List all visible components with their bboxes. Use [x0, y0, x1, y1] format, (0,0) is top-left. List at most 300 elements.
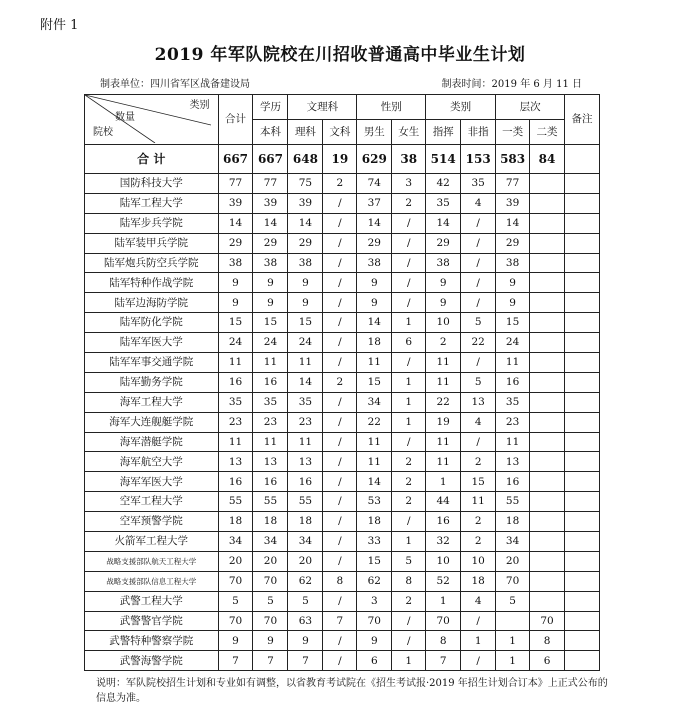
cell-science: 29: [288, 233, 323, 253]
cell-tier2: [530, 571, 565, 591]
cell-total: 15: [218, 313, 253, 333]
cell-male: 9: [357, 273, 392, 293]
cell-male: 11: [357, 353, 392, 373]
cell-male: 629: [357, 145, 392, 174]
cell-female: 1: [392, 313, 426, 333]
cell-remark: [565, 293, 600, 313]
cell-undergrad: 667: [253, 145, 288, 174]
cell-science: 9: [288, 631, 323, 651]
cell-female: /: [392, 512, 426, 532]
cell-total: 35: [218, 392, 253, 412]
cell-science: 15: [288, 313, 323, 333]
footnote: 说明：军队院校招生计划和专业如有调整，以省教育考试院在《招生考试报·2019 年招生计划合订本》上正式公布的信息为准。: [96, 678, 608, 704]
cell-command: 9: [426, 293, 461, 313]
cell-remark: [565, 512, 600, 532]
cell-arts: /: [323, 333, 357, 353]
cell-female: 3: [392, 174, 426, 194]
school-name: 陆军军事交通学院: [85, 353, 219, 373]
school-name: 海军军医大学: [85, 472, 219, 492]
cell-tier2: [530, 512, 565, 532]
school-name: 海军航空大学: [85, 452, 219, 472]
table-row: [85, 333, 600, 353]
cell-remark: [565, 631, 600, 651]
cell-male: 11: [357, 452, 392, 472]
cell-science: 39: [288, 193, 323, 213]
cell-tier2: [530, 432, 565, 452]
cell-tier2: [530, 313, 565, 333]
cell-female: 2: [392, 452, 426, 472]
cell-noncommand: 22: [461, 333, 496, 353]
cell-tier1: [496, 611, 530, 631]
cell-arts: 8: [323, 571, 357, 591]
school-name: 武警工程大学: [85, 591, 219, 611]
cell-remark: [565, 551, 600, 571]
enrollment-plan-table: [84, 94, 600, 671]
cell-female: /: [392, 353, 426, 373]
cell-science: 62: [288, 571, 323, 591]
school-name: 陆军边海防学院: [85, 293, 219, 313]
attachment-label: 附件 1: [40, 18, 79, 33]
cell-command: 19: [426, 412, 461, 432]
cell-undergrad: 23: [253, 412, 288, 432]
table-row: [85, 432, 600, 452]
school-name: 陆军特种作战学院: [85, 273, 219, 293]
header-arts: 文科: [323, 120, 357, 145]
cell-science: 13: [288, 452, 323, 472]
cell-science: 9: [288, 293, 323, 313]
cell-arts: /: [323, 353, 357, 373]
cell-command: 44: [426, 492, 461, 512]
cell-remark: [565, 333, 600, 353]
header-undergrad: 本科: [253, 120, 288, 145]
cell-male: 29: [357, 233, 392, 253]
cell-female: 8: [392, 571, 426, 591]
cell-arts: /: [323, 233, 357, 253]
header-category: 类别: [426, 95, 496, 120]
cell-tier1: 70: [496, 571, 530, 591]
cell-noncommand: 153: [461, 145, 496, 174]
cell-tier1: 14: [496, 213, 530, 233]
cell-arts: /: [323, 452, 357, 472]
cell-total: 9: [218, 293, 253, 313]
table-row: [85, 353, 600, 373]
school-name: 陆军防化学院: [85, 313, 219, 333]
cell-tier1: 29: [496, 233, 530, 253]
cell-arts: 2: [323, 372, 357, 392]
cell-total: 16: [218, 472, 253, 492]
cell-remark: [565, 193, 600, 213]
school-name: 陆军炮兵防空兵学院: [85, 253, 219, 273]
cell-noncommand: 10: [461, 551, 496, 571]
cell-female: /: [392, 611, 426, 631]
cell-tier1: 13: [496, 452, 530, 472]
cell-noncommand: 13: [461, 392, 496, 412]
cell-science: 7: [288, 651, 323, 671]
table-row: [85, 193, 600, 213]
cell-undergrad: 18: [253, 512, 288, 532]
cell-science: 11: [288, 353, 323, 373]
cell-science: 75: [288, 174, 323, 194]
table-row: [85, 174, 600, 194]
cell-noncommand: /: [461, 651, 496, 671]
table-row: [85, 571, 600, 591]
header-tier1: 一类: [496, 120, 530, 145]
cell-science: 63: [288, 611, 323, 631]
school-name: 空军工程大学: [85, 492, 219, 512]
cell-total: 9: [218, 631, 253, 651]
cell-tier2: [530, 353, 565, 373]
cell-tier1: 11: [496, 432, 530, 452]
cell-male: 3: [357, 591, 392, 611]
cell-female: 1: [392, 412, 426, 432]
cell-science: 35: [288, 392, 323, 412]
cell-command: 70: [426, 611, 461, 631]
cell-tier2: [530, 174, 565, 194]
cell-tier2: [530, 591, 565, 611]
cell-remark: [565, 253, 600, 273]
cell-noncommand: 5: [461, 313, 496, 333]
cell-remark: [565, 611, 600, 631]
cell-noncommand: 5: [461, 372, 496, 392]
cell-male: 18: [357, 333, 392, 353]
cell-noncommand: 1: [461, 631, 496, 651]
cell-female: 1: [392, 532, 426, 552]
cell-male: 22: [357, 412, 392, 432]
cell-noncommand: 2: [461, 512, 496, 532]
cell-undergrad: 70: [253, 611, 288, 631]
cell-noncommand: /: [461, 213, 496, 233]
cell-command: 11: [426, 372, 461, 392]
table-row: [85, 372, 600, 392]
cell-command: 2: [426, 333, 461, 353]
cell-undergrad: 29: [253, 233, 288, 253]
cell-command: 29: [426, 233, 461, 253]
cell-undergrad: 9: [253, 273, 288, 293]
cell-tier2: [530, 392, 565, 412]
cell-command: 16: [426, 512, 461, 532]
cell-male: 34: [357, 392, 392, 412]
school-name: 海军工程大学: [85, 392, 219, 412]
cell-science: 20: [288, 551, 323, 571]
cell-command: 8: [426, 631, 461, 651]
cell-tier2: 6: [530, 651, 565, 671]
table-row: [85, 213, 600, 233]
cell-tier2: [530, 253, 565, 273]
cell-female: 2: [392, 492, 426, 512]
total-row: [85, 145, 600, 174]
cell-arts: /: [323, 432, 357, 452]
cell-female: 2: [392, 472, 426, 492]
school-name: 合 计: [85, 145, 219, 174]
cell-arts: /: [323, 532, 357, 552]
cell-tier1: 9: [496, 273, 530, 293]
cell-male: 18: [357, 512, 392, 532]
corner-label-category: 类别: [189, 100, 210, 111]
table-row: [85, 273, 600, 293]
cell-science: 38: [288, 253, 323, 273]
corner-label-school: 院校: [93, 127, 113, 138]
cell-noncommand: 4: [461, 412, 496, 432]
cell-total: 55: [218, 492, 253, 512]
cell-noncommand: /: [461, 293, 496, 313]
cell-noncommand: 2: [461, 452, 496, 472]
header-gender: 性别: [357, 95, 426, 120]
cell-total: 20: [218, 551, 253, 571]
cell-female: /: [392, 631, 426, 651]
cell-male: 37: [357, 193, 392, 213]
cell-undergrad: 70: [253, 571, 288, 591]
cell-total: 39: [218, 193, 253, 213]
cell-command: 52: [426, 571, 461, 591]
cell-remark: [565, 571, 600, 591]
cell-total: 29: [218, 233, 253, 253]
cell-noncommand: 4: [461, 193, 496, 213]
cell-male: 9: [357, 631, 392, 651]
cell-science: 648: [288, 145, 323, 174]
cell-undergrad: 11: [253, 432, 288, 452]
cell-arts: /: [323, 472, 357, 492]
cell-tier2: [530, 273, 565, 293]
cell-total: 13: [218, 452, 253, 472]
cell-noncommand: 35: [461, 174, 496, 194]
cell-command: 7: [426, 651, 461, 671]
cell-arts: /: [323, 591, 357, 611]
header-science: 理科: [288, 120, 323, 145]
cell-science: 14: [288, 213, 323, 233]
cell-tier1: 9: [496, 293, 530, 313]
cell-noncommand: 2: [461, 532, 496, 552]
cell-noncommand: 4: [461, 591, 496, 611]
cell-male: 38: [357, 253, 392, 273]
cell-tier1: 39: [496, 193, 530, 213]
cell-remark: [565, 651, 600, 671]
cell-tier1: 77: [496, 174, 530, 194]
cell-remark: [565, 213, 600, 233]
cell-science: 23: [288, 412, 323, 432]
cell-science: 16: [288, 472, 323, 492]
table-row: [85, 412, 600, 432]
cell-total: 5: [218, 591, 253, 611]
cell-arts: /: [323, 293, 357, 313]
school-name: 武警特种警察学院: [85, 631, 219, 651]
cell-female: /: [392, 293, 426, 313]
cell-total: 23: [218, 412, 253, 432]
table-row: [85, 492, 600, 512]
cell-male: 6: [357, 651, 392, 671]
cell-command: 22: [426, 392, 461, 412]
cell-arts: /: [323, 651, 357, 671]
cell-noncommand: /: [461, 233, 496, 253]
cell-arts: /: [323, 551, 357, 571]
cell-arts: /: [323, 412, 357, 432]
corner-label-quantity: 数量: [115, 112, 135, 123]
cell-undergrad: 9: [253, 293, 288, 313]
cell-science: 55: [288, 492, 323, 512]
school-name: 陆军军医大学: [85, 333, 219, 353]
cell-command: 38: [426, 253, 461, 273]
cell-total: 24: [218, 333, 253, 353]
cell-tier1: 11: [496, 353, 530, 373]
cell-tier1: 24: [496, 333, 530, 353]
cell-noncommand: /: [461, 273, 496, 293]
table-row: [85, 313, 600, 333]
table-row: [85, 472, 600, 492]
cell-science: 5: [288, 591, 323, 611]
cell-tier1: 15: [496, 313, 530, 333]
cell-male: 62: [357, 571, 392, 591]
cell-undergrad: 16: [253, 472, 288, 492]
table-row: [85, 532, 600, 552]
cell-tier2: 70: [530, 611, 565, 631]
header-remark: 备注: [565, 95, 600, 145]
cell-tier1: 16: [496, 372, 530, 392]
cell-tier2: [530, 452, 565, 472]
cell-remark: [565, 174, 600, 194]
cell-total: 34: [218, 532, 253, 552]
cell-tier2: [530, 213, 565, 233]
cell-undergrad: 5: [253, 591, 288, 611]
cell-tier1: 18: [496, 512, 530, 532]
cell-total: 14: [218, 213, 253, 233]
header-male: 男生: [357, 120, 392, 145]
cell-tier2: 84: [530, 145, 565, 174]
cell-female: /: [392, 233, 426, 253]
cell-remark: [565, 273, 600, 293]
cell-male: 14: [357, 472, 392, 492]
cell-undergrad: 20: [253, 551, 288, 571]
school-name: 火箭军工程大学: [85, 532, 219, 552]
cell-science: 34: [288, 532, 323, 552]
cell-arts: 2: [323, 174, 357, 194]
cell-command: 1: [426, 472, 461, 492]
cell-tier2: [530, 233, 565, 253]
school-name: 海军大连舰艇学院: [85, 412, 219, 432]
cell-total: 16: [218, 372, 253, 392]
table-row: [85, 392, 600, 412]
cell-noncommand: /: [461, 353, 496, 373]
cell-noncommand: 15: [461, 472, 496, 492]
cell-command: 9: [426, 273, 461, 293]
cell-female: 2: [392, 193, 426, 213]
cell-male: 33: [357, 532, 392, 552]
cell-total: 11: [218, 353, 253, 373]
cell-remark: [565, 492, 600, 512]
cell-tier1: 35: [496, 392, 530, 412]
cell-female: 38: [392, 145, 426, 174]
cell-undergrad: 39: [253, 193, 288, 213]
cell-noncommand: 18: [461, 571, 496, 591]
cell-undergrad: 9: [253, 631, 288, 651]
cell-total: 7: [218, 651, 253, 671]
issuing-unit: 制表单位：四川省军区战备建设局: [100, 79, 250, 90]
cell-tier2: [530, 193, 565, 213]
cell-tier1: 5: [496, 591, 530, 611]
cell-command: 514: [426, 145, 461, 174]
cell-remark: [565, 233, 600, 253]
school-name: 海军潜艇学院: [85, 432, 219, 452]
cell-arts: /: [323, 273, 357, 293]
school-name: 陆军工程大学: [85, 193, 219, 213]
cell-noncommand: /: [461, 253, 496, 273]
cell-tier2: [530, 372, 565, 392]
cell-male: 53: [357, 492, 392, 512]
cell-arts: /: [323, 392, 357, 412]
table-row: [85, 631, 600, 651]
table-row: [85, 452, 600, 472]
cell-arts: /: [323, 253, 357, 273]
cell-female: /: [392, 253, 426, 273]
cell-female: 2: [392, 591, 426, 611]
school-name: 空军预警学院: [85, 512, 219, 532]
school-name: 武警海警学院: [85, 651, 219, 671]
cell-science: 9: [288, 273, 323, 293]
cell-command: 10: [426, 313, 461, 333]
cell-arts: 19: [323, 145, 357, 174]
school-name: 战略支援部队航天工程大学: [85, 551, 219, 571]
cell-remark: [565, 353, 600, 373]
cell-remark: [565, 472, 600, 492]
cell-male: 15: [357, 372, 392, 392]
cell-total: 11: [218, 432, 253, 452]
header-total: 合计: [218, 95, 253, 145]
cell-undergrad: 24: [253, 333, 288, 353]
cell-undergrad: 15: [253, 313, 288, 333]
cell-remark: [565, 313, 600, 333]
cell-tier1: 34: [496, 532, 530, 552]
cell-command: 32: [426, 532, 461, 552]
cell-arts: /: [323, 512, 357, 532]
cell-science: 14: [288, 372, 323, 392]
cell-female: 1: [392, 651, 426, 671]
cell-arts: 7: [323, 611, 357, 631]
cell-remark: [565, 145, 600, 174]
school-name: 陆军步兵学院: [85, 213, 219, 233]
cell-female: 6: [392, 333, 426, 353]
school-name: 国防科技大学: [85, 174, 219, 194]
cell-male: 14: [357, 313, 392, 333]
issue-date: 制表时间：2019 年 6 月 11 日: [441, 79, 582, 90]
cell-female: /: [392, 213, 426, 233]
cell-remark: [565, 412, 600, 432]
cell-total: 38: [218, 253, 253, 273]
table-row: [85, 233, 600, 253]
cell-remark: [565, 532, 600, 552]
cell-arts: /: [323, 193, 357, 213]
cell-arts: /: [323, 313, 357, 333]
cell-arts: /: [323, 213, 357, 233]
cell-female: 5: [392, 551, 426, 571]
header-female: 女生: [392, 120, 426, 145]
cell-undergrad: 77: [253, 174, 288, 194]
cell-undergrad: 35: [253, 392, 288, 412]
cell-male: 11: [357, 432, 392, 452]
cell-command: 10: [426, 551, 461, 571]
cell-command: 11: [426, 353, 461, 373]
cell-undergrad: 38: [253, 253, 288, 273]
cell-command: 1: [426, 591, 461, 611]
cell-total: 18: [218, 512, 253, 532]
cell-noncommand: /: [461, 432, 496, 452]
header-tier2: 二类: [530, 120, 565, 145]
cell-total: 667: [218, 145, 253, 174]
header-noncommand: 非指: [461, 120, 496, 145]
header-command: 指挥: [426, 120, 461, 145]
cell-undergrad: 34: [253, 532, 288, 552]
cell-total: 70: [218, 611, 253, 631]
cell-total: 9: [218, 273, 253, 293]
header-education: 学历: [253, 95, 288, 120]
header-tier: 层次: [496, 95, 565, 120]
